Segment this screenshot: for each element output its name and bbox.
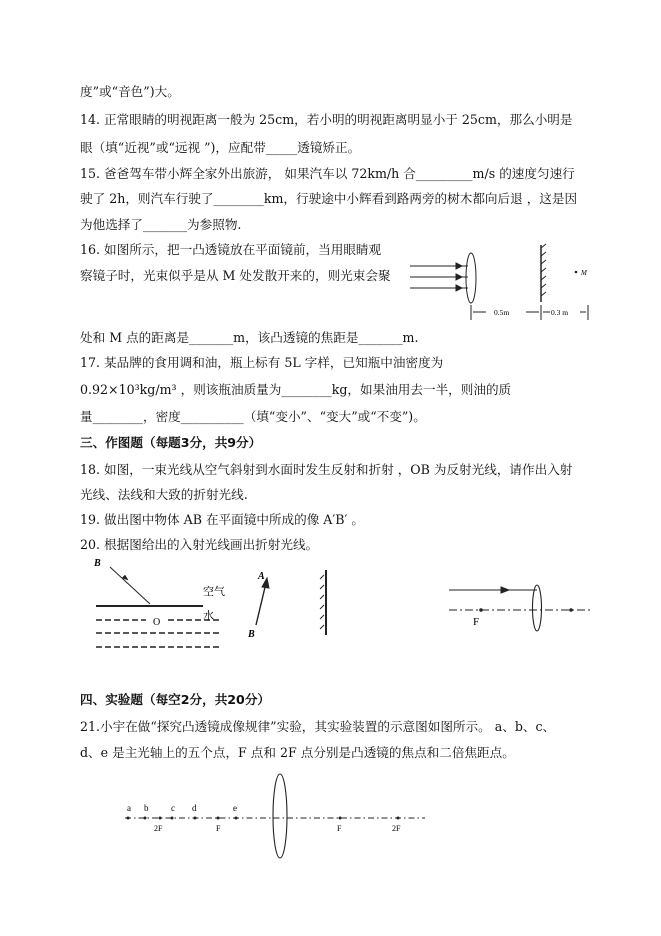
principal-axis-figure	[120, 770, 430, 865]
water-label: 水	[203, 610, 214, 622]
lens-focus-figure	[445, 575, 595, 635]
point-a-axis: a	[127, 803, 131, 813]
label-2f-left: 2F	[154, 824, 163, 833]
point-e-axis: e	[233, 803, 237, 813]
q15-line-3: 为他选择了_______为参照物.	[80, 217, 242, 232]
q14-line-1: 14. 正常眼睛的明视距离一般为 25cm，若小明的明视距离明显小于 25cm，那么小明是	[80, 112, 573, 127]
lens-mirror-figure	[400, 240, 610, 325]
point-d-axis: d	[192, 803, 197, 813]
q16-line-2: 察镜子时，光束似乎是从 M 处发散开来的，则光束会聚	[80, 268, 391, 283]
section-4-title: 四、实验题（每空2分，共20分）	[80, 692, 271, 707]
point-b-label: B	[94, 558, 101, 569]
q14-line-2: 眼（填“近视”或“远视 ”)，应配带_____透镜矫正。	[80, 140, 361, 155]
q19-line: 19. 做出图中物体 AB 在平面镜中所成的像 A′B′ 。	[80, 512, 364, 527]
text-line-0: 度”或“音色”)大。	[80, 84, 180, 99]
q21-line-2: d、e 是主光轴上的五个点，F 点和 2F 点分别是凸透镜的焦点和二倍焦距点。	[80, 745, 515, 760]
q15-line-2: 驶了 2h，则汽车行驶了________km，行驶途中小辉看到路两旁的树木都向后退 ，这是因	[80, 191, 578, 206]
point-b2-label: B	[248, 629, 255, 640]
q21-line-1: 21.小宇在做“探究凸透镜成像规律”实验，其实验装置的示意图如图所示。 a、b、c、	[80, 719, 556, 734]
label-2f-right: 2F	[392, 824, 401, 833]
q18-line-2: 光线、法线和大致的折射光线.	[80, 487, 248, 502]
point-c-axis: c	[171, 803, 175, 813]
q16-line-1: 16. 如图所示，把一凸透镜放在平面镜前，当用眼睛观	[80, 242, 382, 257]
air-water-figure	[88, 555, 248, 660]
section-3-title: 三、作图题（每题3分，共9分）	[80, 435, 262, 450]
focus-f-label: F	[473, 616, 480, 628]
q17-line-1: 17. 某品牌的食用调和油，瓶上标有 5L 字样，已知瓶中油密度为	[80, 355, 444, 370]
point-a-label: A	[258, 571, 265, 582]
q18-line-1: 18. 如图，一束光线从空气斜射到水面时发生反射和折射 ，OB 为反射光线，请作出入射	[80, 462, 573, 477]
label-f-right: F	[337, 824, 342, 833]
q16-line-3: 处和 M 点的距离是_______m，该凸透镜的焦距是_______m.	[80, 330, 419, 345]
distance-label-1: 0.5m	[494, 308, 510, 317]
point-b-axis: b	[144, 803, 149, 813]
q20-line: 20. 根据图给出的入射光线画出折射光线。	[80, 537, 319, 552]
ab-mirror-figure	[240, 565, 340, 645]
point-o-label: O	[153, 617, 161, 628]
q15-line-1: 15. 爸爸驾车带小辉全家外出旅游， 如果汽车以 72km/h 合_________m/s 的速度匀速行	[80, 166, 575, 181]
label-f-left: F	[216, 824, 221, 833]
point-m-label: M	[581, 269, 587, 277]
q17-line-3: 量________，密度__________（填“变小”、“变大”或“不变”)。	[80, 409, 426, 424]
q17-line-2: 0.92×10³kg/m³ ，则该瓶油质量为________kg，如果油用去一半，则油的质	[80, 382, 512, 397]
distance-label-2: 0.3 m	[551, 308, 569, 317]
air-label: 空气	[203, 586, 225, 598]
